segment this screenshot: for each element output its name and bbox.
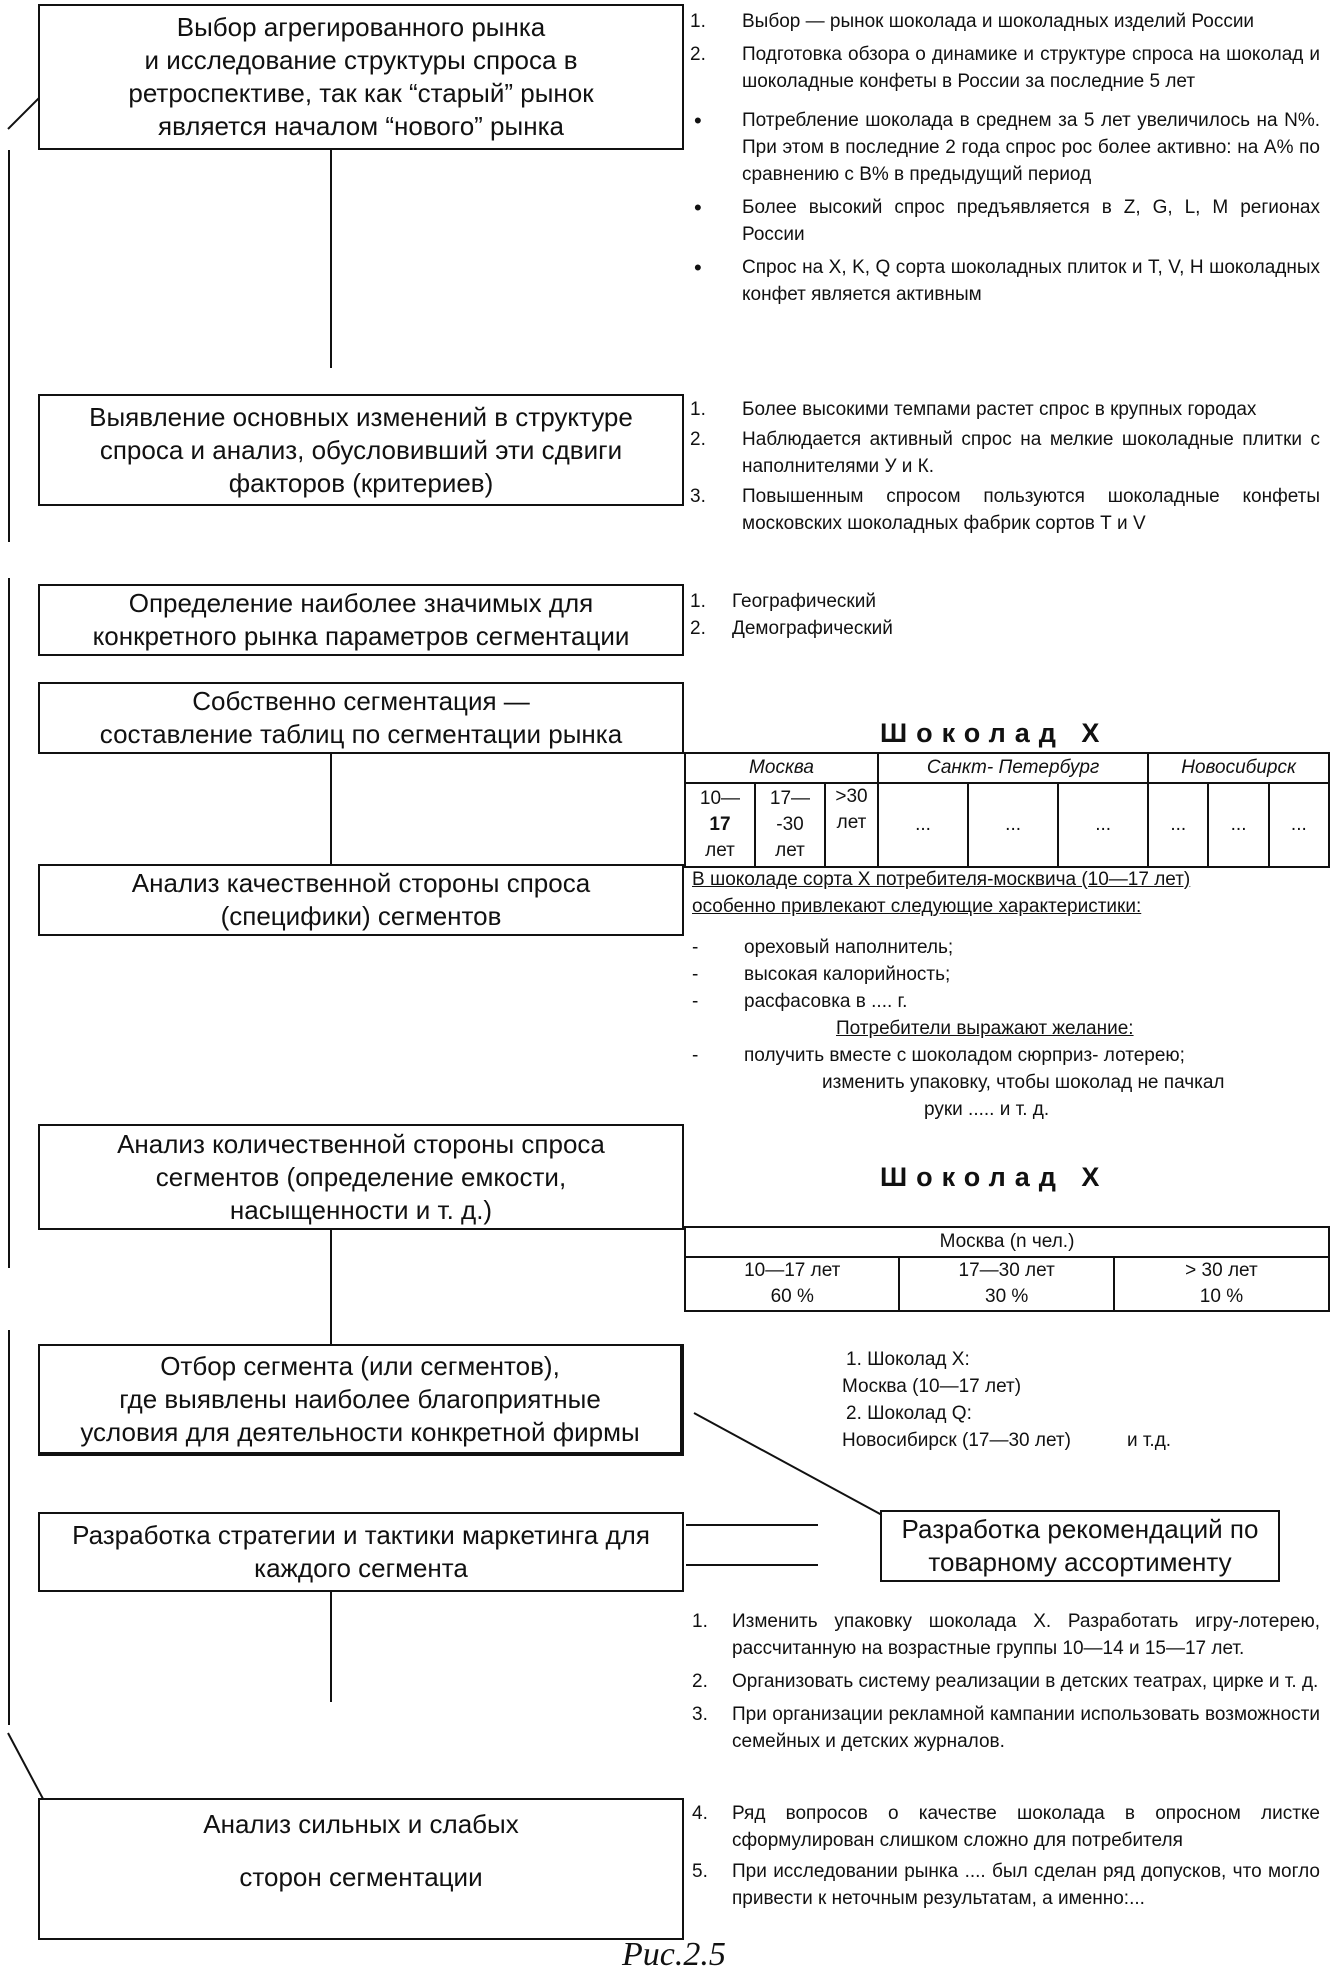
- step-7-line-3: условия для деятельности конкретной фирмы: [80, 1416, 640, 1447]
- step-1-bullet-3: • Спрос на X, K, Q сорта шоколадных плиток и T, V, H шоколадных конфет является активным: [694, 255, 1320, 305]
- step-9-box: [38, 1798, 684, 1940]
- table-1-title: Шоколад X: [880, 718, 1109, 748]
- step-9-line-2: сторон сегментации: [239, 1862, 483, 1892]
- step-9-notes: [692, 1800, 1320, 1912]
- step-3-line-2: конкретного рынка параметров сегментации: [92, 621, 630, 651]
- step-5-wish-item: - получить вместе с шоколадом сюрприз- лотерею;: [692, 1045, 1185, 1066]
- step-2-note-2: 2. Наблюдается активный спрос на мелкие шоколадные плитки с наполнителями У и К.: [690, 429, 1320, 477]
- connector-4-5: [330, 748, 332, 864]
- city-moscow: Москва: [685, 753, 878, 783]
- step-9-note-5: 5. При исследовании рынка .... был сделан ряд допусков, что могло привести к неточным результатам, а именно:...: [692, 1861, 1320, 1909]
- step-5-box: [38, 864, 684, 936]
- step-1-line-4: является началом “нового” рынка: [158, 111, 564, 141]
- connector-6-7: [330, 1228, 332, 1348]
- recommend-line-2: товарному ассортименту: [928, 1547, 1232, 1577]
- table-2-title: Шоколад X: [880, 1162, 1109, 1192]
- step-5-item-3: - расфасовка в .... г.: [692, 991, 908, 1012]
- step-1-bullet-2: • Более высокий спрос предъявляется в Z, G, L, M регионах России: [694, 195, 1320, 245]
- figure-caption: Рис.2.5: [622, 1936, 726, 1973]
- step-1-note-1: 1. Выбор — рынок шоколада и шоколадных изделий России: [690, 11, 1255, 32]
- step-5-intro-2: особенно привлекают следующие характеристики:: [692, 896, 1142, 917]
- step-8-note-1: 1. Изменить упаковку шоколада X. Разработать игру-лотерею, рассчитанную на возрастные группы 10—14 и 15—17 лет.: [692, 1611, 1320, 1659]
- recommend-line-1: Разработка рекомендаций по: [901, 1514, 1259, 1544]
- left-bracket-3: [8, 1330, 10, 1725]
- age-cell-1: 10— 17 лет: [685, 783, 755, 867]
- placeholder-cell: ...: [1058, 783, 1148, 867]
- city-novosibirsk: Новосибирск: [1148, 753, 1329, 783]
- step-2-line-2: спроса и анализ, обусловивший эти сдвиги: [99, 434, 623, 465]
- step-5-item-2: - высокая калорийность;: [692, 964, 951, 985]
- capacity-col-2: 17—30 лет 30 %: [899, 1257, 1113, 1311]
- step-7-line-2: где выявлены наиболее благоприятные: [119, 1383, 601, 1414]
- step-9-note-4: 4. Ряд вопросов о качестве шоколада в опросном листке сформулирован слишком сложно для потребителя: [692, 1803, 1320, 1851]
- step-5-line-2: (специфики) сегментов: [220, 901, 502, 931]
- step-2-line-1: Выявление основных изменений в структуре: [89, 401, 633, 432]
- step-5-item-1: - ореховый наполнитель;: [692, 937, 954, 958]
- link-8-recommend-top: [686, 1524, 818, 1526]
- step-6-box: [38, 1124, 684, 1230]
- placeholder-cell: ...: [968, 783, 1058, 867]
- step-7-box: [38, 1344, 684, 1456]
- step-5-intro-1: В шоколаде сорта X потребителя-москвича (10—17 лет): [692, 869, 1191, 890]
- step-8-note-2: 2. Организовать систему реализации в детских театрах, цирке и т. д.: [692, 1671, 1319, 1692]
- step-5-wish-cont-2: руки ..... и т. д.: [924, 1099, 1050, 1120]
- step-1-line-2: и исследование структуры спроса в: [144, 45, 578, 75]
- step-1-line-1: Выбор агрегированного рынка: [176, 12, 546, 42]
- connector-8-9: [330, 1592, 332, 1702]
- step-7-line-b: Москва (10—17 лет): [842, 1376, 1022, 1397]
- capacity-col-3: > 30 лет 10 %: [1114, 1257, 1329, 1311]
- step-2-line-3: факторов (критериев): [228, 467, 494, 498]
- step-7-notes: [842, 1346, 1312, 1454]
- step-1-line-3: ретроспективе, так как “старый” рынок: [128, 78, 594, 108]
- step-8-notes: [692, 1608, 1320, 1755]
- step-7-line-d: Новосибирск (17—30 лет) и т.д.: [842, 1430, 1172, 1451]
- segmentation-table: [684, 752, 1330, 868]
- step-2-note-1: 1. Более высокими темпами растет спрос в крупных городах: [690, 399, 1257, 420]
- left-bracket-1: [8, 150, 10, 542]
- step-1-note-2: 2. Подготовка обзора о динамике и структуре спроса на шоколад и шоколадные конфеты в России за последние 5 лет: [690, 44, 1320, 92]
- step-6-line-1: Анализ количественной стороны спроса: [117, 1128, 605, 1159]
- step-1-box: [38, 4, 684, 150]
- step-2-box: [38, 394, 684, 506]
- step-5-notes: [692, 866, 1320, 1123]
- step-8-box: [38, 1512, 684, 1592]
- age-cell-2: 17— -30 лет: [755, 783, 825, 867]
- step-8-line-2: каждого сегмента: [254, 1553, 468, 1583]
- step-9-line-1: Анализ сильных и слабых: [203, 1809, 519, 1839]
- connector-1-2: [330, 148, 332, 368]
- step-7-line-1: Отбор сегмента (или сегментов),: [160, 1350, 560, 1381]
- placeholder-cell: ...: [1208, 783, 1268, 867]
- step-7-line-a: 1. Шоколад X:: [846, 1349, 970, 1370]
- step-3-note-2: 2. Демографический: [690, 618, 893, 639]
- step-5-line-1: Анализ качественной стороны спроса: [131, 868, 591, 898]
- step-5-wish-cont-1: изменить упаковку, чтобы шоколад не пачкал: [822, 1072, 1225, 1093]
- step-4-line-2: составление таблиц по сегментации рынка: [99, 719, 623, 749]
- recommend-box: [880, 1510, 1280, 1582]
- step-6-line-2: сегментов (определение емкости,: [155, 1161, 567, 1192]
- step-8-note-3: 3. При организации рекламной кампании использовать возможности семейных и детских журналов.: [692, 1704, 1320, 1752]
- left-bracket-2: [8, 578, 10, 1268]
- step-3-note-1: 1. Географический: [690, 591, 876, 612]
- step-5-wish-heading: Потребители выражают желание:: [836, 1018, 1134, 1039]
- capacity-header: Москва (n чел.): [685, 1227, 1329, 1257]
- step-3-notes: [690, 588, 1090, 642]
- placeholder-cell: ...: [1269, 783, 1329, 867]
- step-1-notes: [690, 8, 1320, 308]
- step-2-notes: [690, 396, 1320, 537]
- capacity-table: [684, 1226, 1330, 1312]
- capacity-col-1: 10—17 лет 60 %: [685, 1257, 899, 1311]
- placeholder-cell: ...: [878, 783, 968, 867]
- step-3-box: [38, 584, 684, 656]
- step-4-box: [38, 682, 684, 754]
- step-8-line-1: Разработка стратегии и тактики маркетинга для: [72, 1520, 650, 1550]
- placeholder-cell: ...: [1148, 783, 1208, 867]
- step-3-line-1: Определение наиболее значимых для: [128, 588, 594, 618]
- step-2-note-3: 3. Повышенным спросом пользуются шоколадные конфеты московских шоколадных фабрик сортов Т и V: [690, 486, 1320, 534]
- city-spb: Санкт- Петербург: [878, 753, 1148, 783]
- step-7-line-c: 2. Шоколад Q:: [846, 1403, 972, 1424]
- step-6-line-3: насыщенности и т. д.): [229, 1194, 493, 1225]
- age-cell-3: >30 лет: [825, 783, 878, 867]
- link-8-recommend-bottom: [686, 1564, 818, 1566]
- step-4-line-1: Собственно сегментация —: [192, 686, 530, 716]
- step-1-bullet-1: • Потребление шоколада в среднем за 5 лет увеличилось на N%. При этом в последние 2 года спрос рос более активно: на А% по сравнению с В% в предыдущий период: [694, 108, 1320, 185]
